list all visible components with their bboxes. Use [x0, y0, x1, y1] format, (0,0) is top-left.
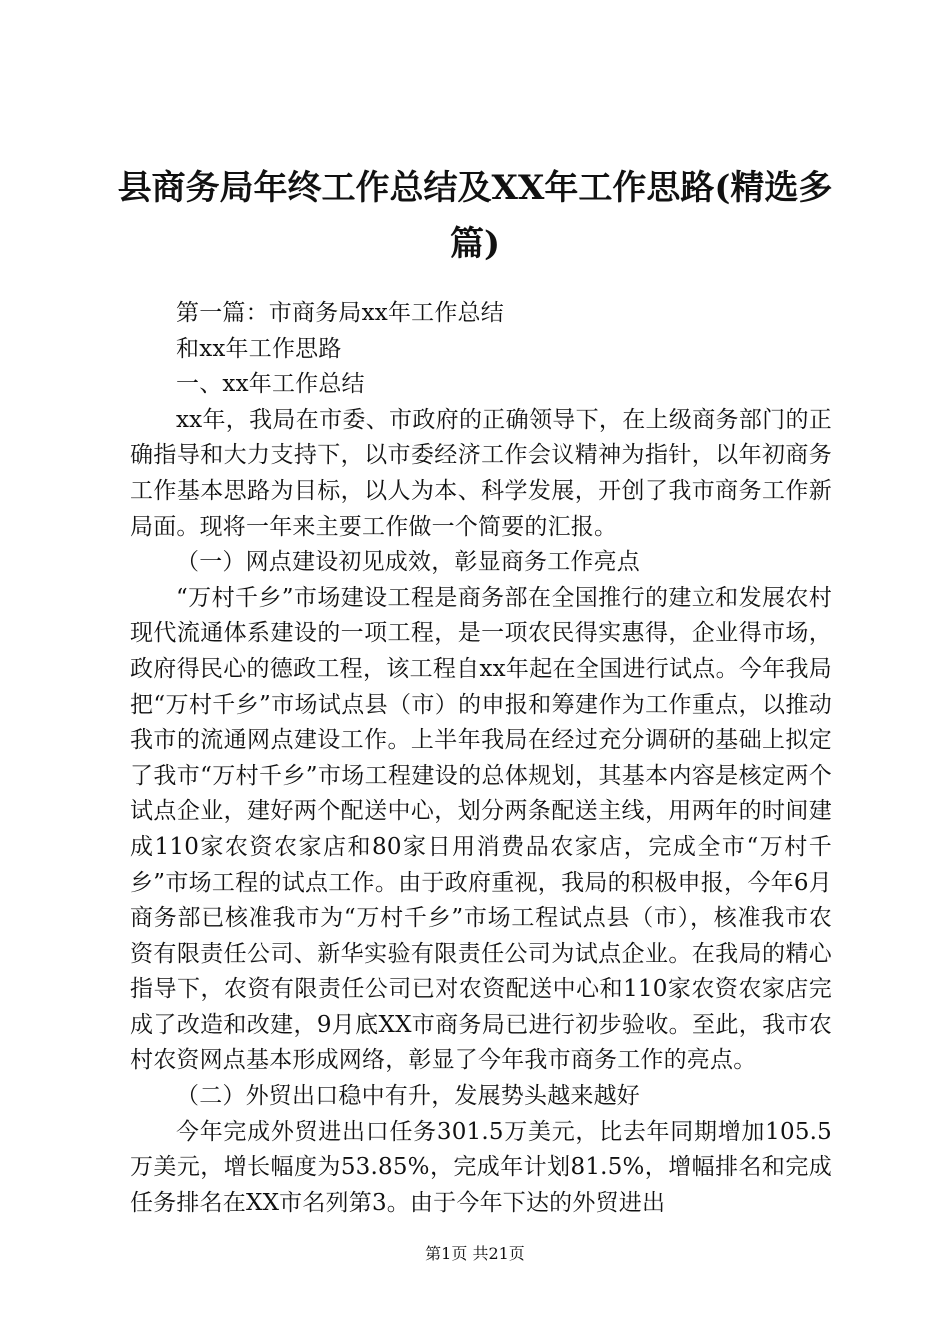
section-heading: 第一篇：市商务局xx年工作总结 — [176, 300, 504, 326]
body-paragraph: xx年，我局在市委、市政府的正确领导下，在上级商务部门的正确指导和大力支持下，以市委经济工作会议精神为指针，以年初商务工作基本思路为目标，以人为本、科学发展，开创了我市商务工作新局面。现将一年来主要工作做一个简要的汇报。 — [130, 406, 832, 540]
page-footer: 第1页 共21页 — [425, 1244, 525, 1263]
section-heading: （一）网点建设初见成效，彰显商务工作亮点 — [176, 549, 640, 576]
body-paragraph: 今年完成外贸进出口任务301.5万美元，比去年同期增加105.5万美元，增长幅度为53.85%，完成年计划81.5%，增幅排名和完成任务排名在XX市名列第3。由于今年下达的外贸进出 — [130, 1118, 832, 1216]
body-paragraph: “万村千乡”市场建设工程是商务部在全国推行的建立和发展农村现代流通体系建设的一项工程，是一项农民得实惠得，企业得市场，政府得民心的德政工程，该工程自xx年起在全国进行试点。今年我局把“万村千乡”市场试点县（市）的申报和筹建作为工作重点，以推动我市的流通网点建设工作。上半年我局在经过充分调研的基础上拟定了我市“万村千乡”市场工程建设的总体规划，其基本内容是核定两个试点企业，建好两个配送中心，划分两条配送主线，用两年的时间建成110家农资农家店和80家日用消费品农家店，完成全市“万村千乡”市场工程的试点工作。由于政府重视，我局的积极申报，今年6月商务部已核准我市为“万村千乡”市场工程试点县（市），核准我市农资有限责任公司、新华实验有限责任公司为试点企业。在我局的精心指导下，农资有限责任公司已对农资配送中心和110家农资农家店完成了改造和改建，9月底XX市商务局已进行初步验收。至此，我市农村农资网点基本形成网络，彰显了今年我市商务工作的亮点。 — [130, 584, 832, 1074]
document-body — [130, 296, 832, 1221]
section-heading: 和xx年工作思路 — [176, 335, 342, 362]
section-heading: （二）外贸出口稳中有升，发展势头越来越好 — [176, 1083, 640, 1110]
section-heading: 一、xx年工作总结 — [176, 371, 365, 398]
document-title: 县商务局年终工作总结及XX年工作思路(精选多篇) — [117, 168, 833, 264]
